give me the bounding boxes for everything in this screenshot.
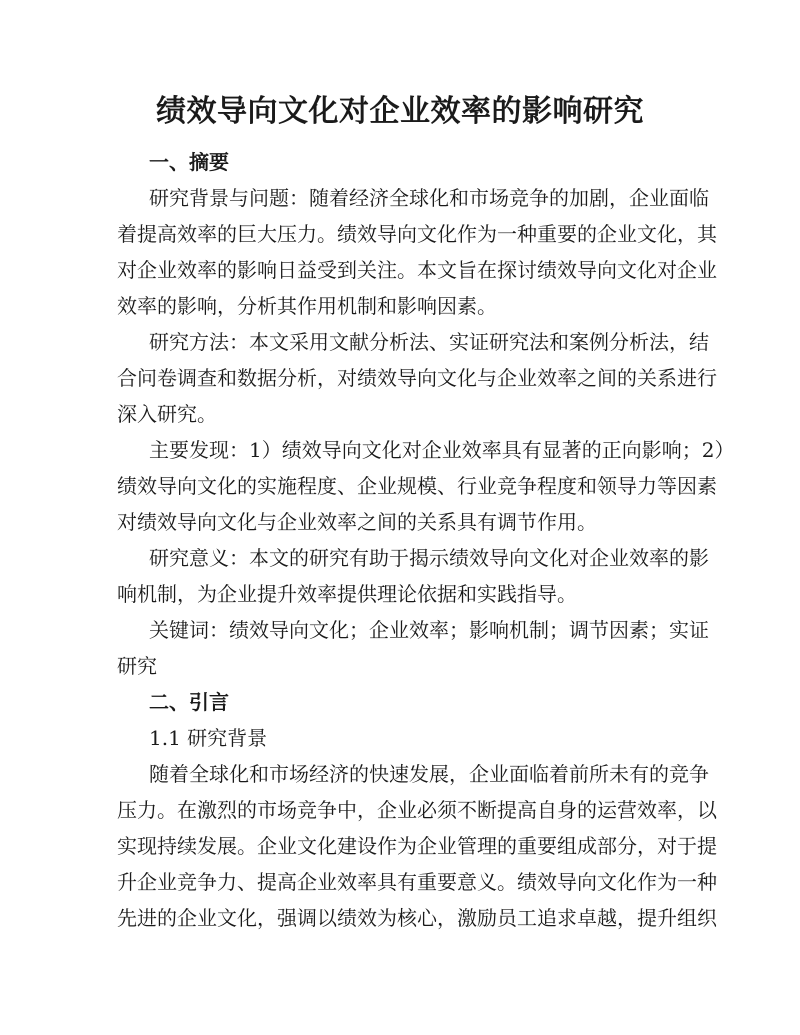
document-body: [117, 144, 735, 936]
paragraph-line: 随着全球化和市场经济的快速发展，企业面临着前所未有的竞争: [149, 762, 709, 786]
paragraph-line: 研究方法：本文采用文献分析法、实证研究法和案例分析法，结: [149, 330, 709, 354]
paragraph-line: 研究背景与问题：随着经济全球化和市场竞争的加剧，企业面临: [149, 186, 709, 210]
paragraph-line: 先进的企业文化，强调以绩效为核心，激励员工追求卓越，提升组织: [117, 906, 717, 930]
section-heading: 一、摘要: [149, 150, 229, 174]
section-heading: 二、引言: [149, 690, 229, 714]
document-title: 绩效导向文化对企业效率的影响研究: [156, 94, 644, 129]
subsection-heading: 1.1 研究背景: [149, 726, 268, 750]
paragraph-line: 深入研究。: [117, 402, 217, 426]
paragraph-line: 研究意义：本文的研究有助于揭示绩效导向文化对企业效率的影: [149, 546, 709, 570]
paragraph-line: 升企业竞争力、提高企业效率具有重要意义。绩效导向文化作为一种: [117, 870, 717, 894]
paragraph-line: 着提高效率的巨大压力。绩效导向文化作为一种重要的企业文化，其: [117, 222, 717, 246]
paragraph-line: 实现持续发展。企业文化建设作为企业管理的重要组成部分，对于提: [117, 834, 717, 858]
paragraph-line: 效率的影响，分析其作用机制和影响因素。: [117, 294, 497, 318]
paragraph-line: 研究: [117, 654, 157, 678]
paragraph-line: 主要发现：1）绩效导向文化对企业效率具有显著的正向影响；2）: [149, 438, 735, 462]
paragraph-line: 响机制，为企业提升效率提供理论依据和实践指导。: [117, 582, 577, 606]
paragraph-line: 关键词：绩效导向文化；企业效率；影响机制；调节因素；实证: [149, 618, 709, 642]
paragraph-line: 合问卷调查和数据分析，对绩效导向文化与企业效率之间的关系进行: [117, 366, 717, 390]
paragraph-line: 对绩效导向文化与企业效率之间的关系具有调节作用。: [117, 510, 597, 534]
paragraph-line: 压力。在激烈的市场竞争中，企业必须不断提高自身的运营效率，以: [117, 798, 717, 822]
paragraph-line: 对企业效率的影响日益受到关注。本文旨在探讨绩效导向文化对企业: [117, 258, 717, 282]
paragraph-line: 绩效导向文化的实施程度、企业规模、行业竞争程度和领导力等因素: [117, 474, 717, 498]
